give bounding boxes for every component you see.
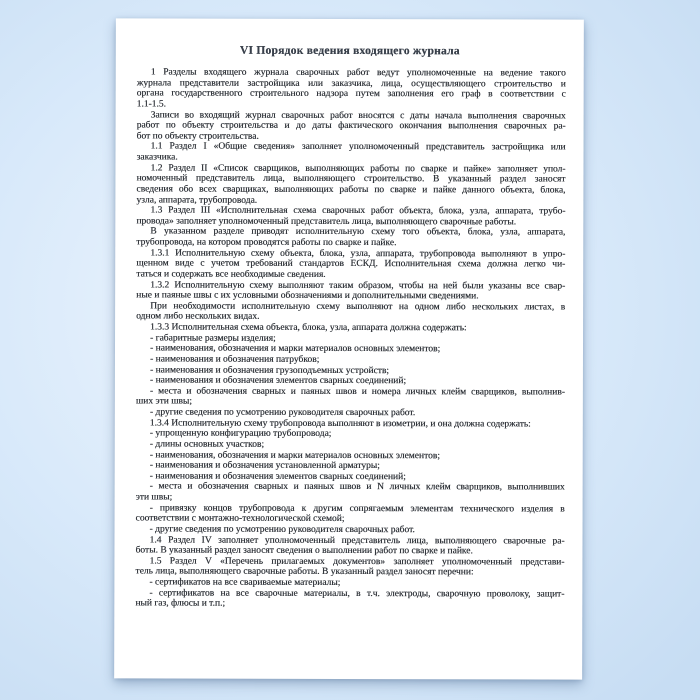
paragraph	[136, 227, 565, 249]
text-line: щенном виде с учетом требований стандартов ЕСКД. Исполнительная схема должна легко чи-	[136, 258, 566, 270]
text-line: бот по объекту строительства.	[136, 131, 259, 142]
paragraph	[136, 503, 565, 525]
text-line: 1.4 Раздел IV заполняет уполномоченный представитель лица, выполняющего сварочные ра-	[149, 534, 565, 547]
paragraph	[136, 142, 565, 164]
document-page	[114, 18, 584, 679]
text-line: - привязку концов трубопровода к другим сопрягаемым элементам технического изделия в	[149, 503, 565, 515]
text-line: - наименования и обозначения патрубков;	[149, 354, 320, 365]
text-line: 1.3.2 Исполнительную схему выполняют таким образом, чтобы на ней были указаны все свар-	[150, 279, 566, 292]
document-body	[135, 67, 565, 610]
document-title: VI Порядок ведения входящего журнала	[239, 43, 460, 58]
text-line: органа государственного строительного надзора путем заполнения его граф в соответствии с	[136, 88, 566, 100]
text-line: одном либо нескольких видах.	[136, 311, 260, 323]
text-line: работ по объекту строительства и до даты фактического окончания выполнения сварочных ра-	[136, 120, 566, 132]
paragraph	[136, 461, 565, 473]
text-line: - наименования и обозначения грузоподъемных устройств;	[149, 364, 389, 376]
text-line: провода» заполняет уполномоченный представитель лица, выполняющего сварочные работы.	[136, 216, 517, 228]
text-line: ные и паяные швы с их условными обозначениями и дополнительными сведениями.	[136, 290, 479, 302]
text-line: - наименования, обозначения и марки материалов основных элементов;	[149, 449, 440, 461]
text-line: 1.3.4 Исполнительную схему трубопровода выполняют в изометрии, и она должна содержать:	[149, 418, 531, 430]
text-line: - наименования и обозначения установленной арматуры;	[149, 460, 380, 472]
paragraph	[136, 439, 565, 451]
text-line: ших эти швы;	[135, 396, 192, 407]
text-line: тель лица, выполняющего сварочные работы. В указанный раздел заносят перечни:	[135, 566, 474, 578]
paragraph	[136, 376, 565, 388]
text-line: эти швы;	[135, 492, 173, 503]
text-line: - другие сведения по усмотрению руководителя сварочных работ.	[149, 524, 415, 536]
text-line: - длины основных участков;	[149, 439, 265, 450]
text-line: - другие сведения по усмотрению руководителя сварочных работ.	[149, 407, 416, 419]
text-line: 1.3.1 Исполнительную схему объекта, блока, узла, аппарата, трубопровода выполняют в упро-	[150, 248, 566, 260]
paragraph	[135, 577, 564, 589]
text-line: При необходимости исполнительную схему выполняют на одном либо нескольких листах, в	[150, 301, 566, 313]
text-line: - наименования и обозначения элементов сварных соединений;	[149, 375, 407, 387]
paragraph	[136, 206, 565, 228]
text-line: 1.3 Раздел III «Исполнительная схема сварочных работ объекта, блока, узла, аппарата, трубо-	[150, 205, 566, 217]
text-line: Записи во входящий журнал сварочных работ вносятся с даты начала выполнения сварочных	[150, 109, 566, 122]
text-line: 1.5 Раздел V «Перечень прилагаемых документов» заполняет уполномоченный представи-	[149, 556, 565, 568]
paragraph	[136, 248, 565, 281]
text-line: - сертификатов на все свариваемые материалы;	[149, 577, 341, 588]
text-line: 1 Разделы входящего журнала сварочных работ ведут уполномоченные на ведение такого	[150, 67, 566, 79]
paragraph	[136, 524, 565, 536]
paragraph	[136, 301, 565, 323]
text-line: - габаритные размеры изделия;	[150, 333, 276, 344]
text-line: 1.1 Раздел I «Общие сведения» заполняет уполномоченный представитель застройщика или	[150, 141, 566, 153]
text-line: заказчика.	[136, 152, 178, 163]
text-line: ный газ, флюсы и т.п.;	[135, 598, 226, 609]
text-line: 1.2 Раздел II «Список сварщиков, выполняющих работы по сварке и пайке» заполняет упол-	[150, 163, 566, 175]
text-line: журнала представители застройщика или заказчика, лица, осуществляющего строительство и	[136, 78, 566, 90]
paragraph	[136, 163, 565, 207]
paragraph	[136, 354, 565, 366]
text-line: - места и обозначения сварных и паяных швов и N личных клейм сварщиков, выполнивших	[149, 481, 565, 493]
text-line: трубопровода, на котором проводятся работы по сварке и пайке.	[136, 237, 397, 249]
paragraph	[137, 67, 566, 111]
text-line: В указанном разделе приводят исполнительную схему того объекта, блока, узла, аппарата,	[150, 226, 566, 238]
text-line: - наименования и обозначения элементов сварных соединений;	[149, 471, 406, 482]
paragraph	[137, 110, 566, 143]
paragraph	[136, 280, 565, 302]
paragraph	[135, 556, 564, 578]
text-line: соответствии с монтажно-технологической схемой;	[135, 513, 345, 525]
text-line: номоченный представитель лица, выполняющего строительство. В указанный раздел заносят	[136, 173, 566, 185]
text-line: - сертификатов на все сварочные материалы, в т.ч. электроды, сварочную проволоку, защит-	[149, 588, 565, 600]
paragraph	[136, 322, 565, 334]
paragraph	[136, 386, 565, 408]
paragraph	[135, 588, 564, 610]
text-line: боты. В указанный раздел заносят сведения о выполнении работ по сварке и пайке.	[135, 545, 473, 557]
text-line: сведения обо всех сварщиках, выполняющих работы по сварке и пайке данного объекта, блока,	[136, 184, 566, 196]
text-line: таться и содержать все необходимые сведения.	[136, 269, 326, 280]
paragraph	[136, 482, 565, 504]
text-line: 1.3.3 Исполнительная схема объекта, блока, узла, аппарата должна содержать:	[150, 322, 467, 334]
paragraph	[136, 407, 565, 419]
text-line: - наименования, обозначения и марки материалов основных элементов;	[149, 343, 441, 355]
text-line: - упрощенную конфигурацию трубопровода;	[149, 428, 332, 440]
text-line: - места и обозначения сварных и паяных швов и номера личных клейм сварщиков, выполнив-	[149, 386, 565, 398]
text-line: узла, аппарата, трубопровода.	[136, 194, 258, 206]
text-line: 1.1-1.5.	[136, 99, 166, 110]
paragraph	[135, 535, 564, 557]
